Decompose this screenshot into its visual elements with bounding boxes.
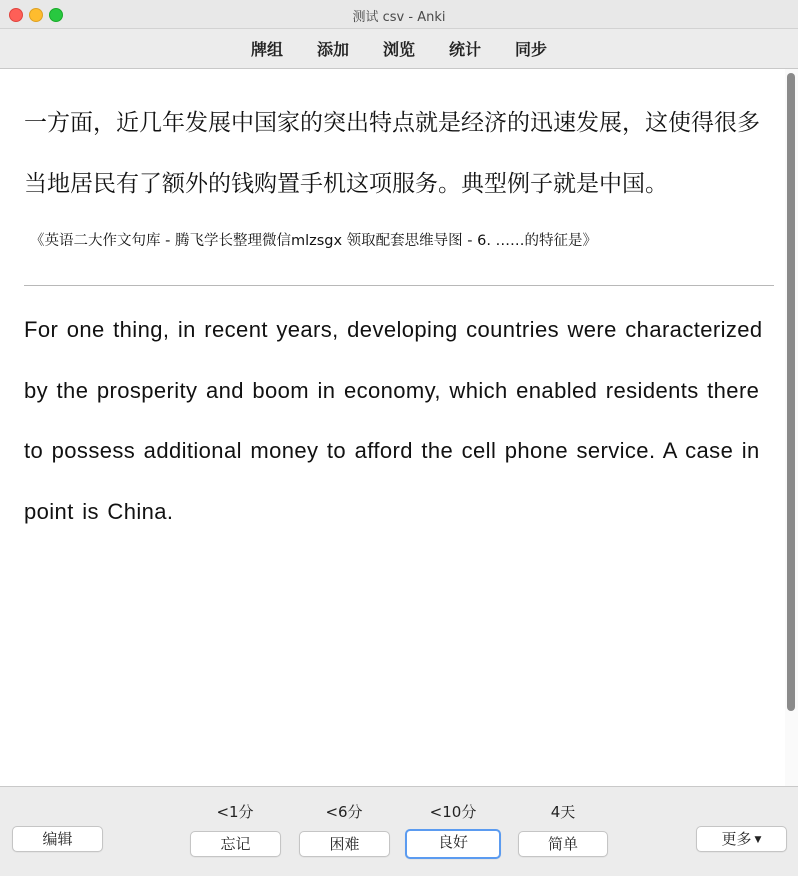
interval-hard: <6分 (325, 803, 363, 821)
answer-bar (0, 786, 798, 876)
toolbar-decks[interactable]: 牌组 (250, 40, 283, 59)
card-source: 《英语二大作文句库 - 腾飞学长整理微信mlzsgx 领取配套思维导图 - 6. ……的特征是》 (30, 233, 598, 249)
card-front-text: 一方面，近几年发展中国家的突出特点就是经济的迅速发展，这使得很多当地居民有了额外的钱购置手机这项服务。典型例子就是中国。 (24, 110, 760, 197)
good-button[interactable]: 良好 (405, 829, 501, 859)
card-back-text: For one thing, in recent years, developing countries were characterized by the prosperity and boom in economy, which enabled residents there to possess additional money to afford the cell phone service. A case in point is China. (24, 317, 763, 524)
scrollbar-thumb[interactable] (787, 73, 795, 711)
edit-button[interactable]: 编辑 (12, 826, 103, 852)
toolbar-browse[interactable]: 浏览 (382, 40, 415, 59)
again-button[interactable]: 忘记 (190, 831, 281, 857)
more-label: 更多 (721, 830, 752, 848)
window-title: 测试 csv - Anki (352, 10, 446, 25)
easy-button[interactable]: 简单 (518, 831, 608, 857)
toolbar-add[interactable]: 添加 (316, 40, 349, 59)
toolbar-sync[interactable]: 同步 (515, 40, 548, 59)
main-toolbar (0, 29, 798, 69)
interval-again: <1分 (216, 803, 254, 821)
interval-good: <10分 (429, 803, 477, 821)
toolbar-stats[interactable]: 统计 (449, 40, 482, 59)
answer-divider (24, 285, 774, 286)
interval-easy: 4天 (550, 803, 576, 821)
more-button[interactable] (696, 826, 787, 852)
toolbar-nav (234, 37, 564, 60)
title-bar (0, 0, 798, 29)
card-content[interactable] (0, 69, 785, 786)
caret-down-icon: ▼ (754, 835, 762, 845)
hard-button[interactable]: 困难 (299, 831, 390, 857)
vertical-scrollbar[interactable] (785, 69, 798, 786)
